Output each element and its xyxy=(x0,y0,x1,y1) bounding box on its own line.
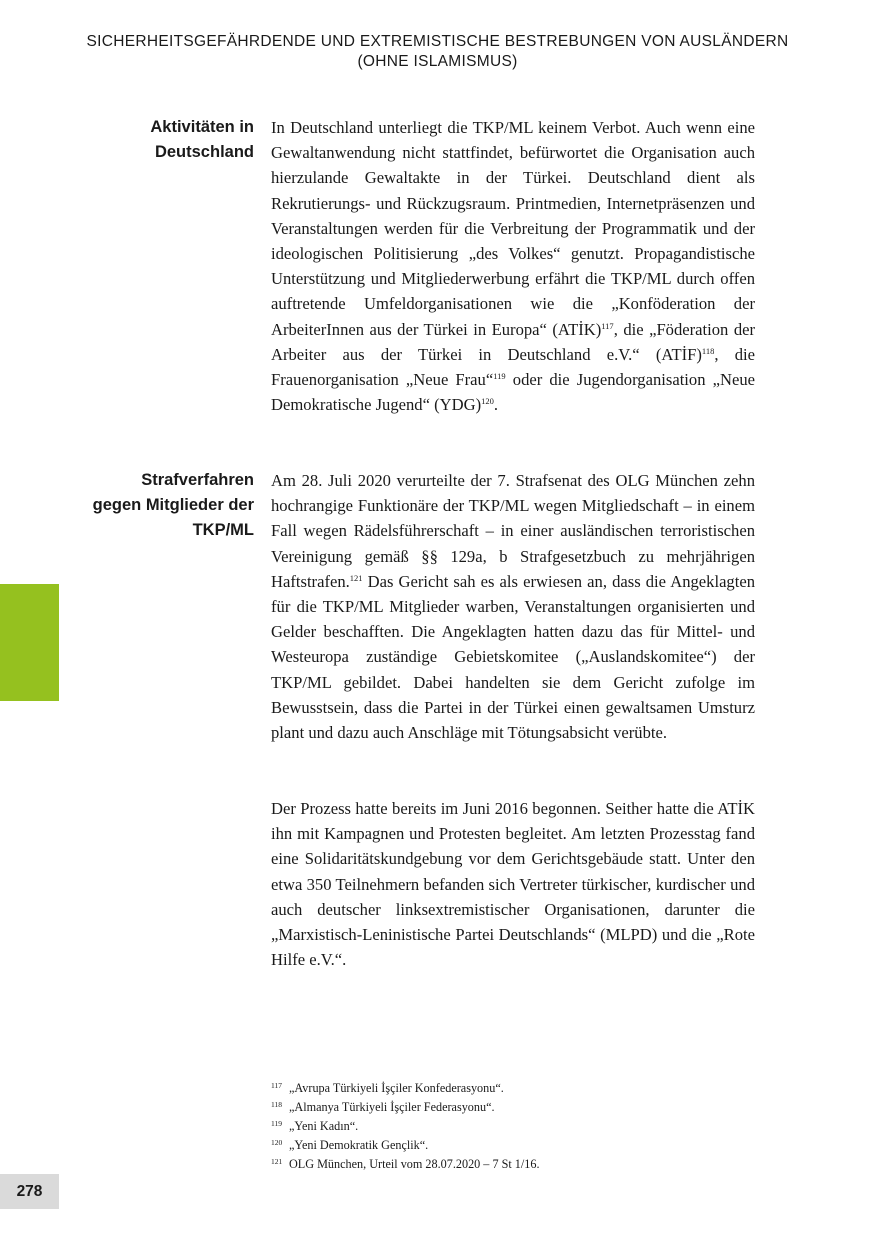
side-heading-line: Deutschland xyxy=(154,143,254,161)
page-number: 278 xyxy=(0,1174,59,1209)
text-run: . xyxy=(493,395,499,415)
footnote-ref[interactable]: 121 xyxy=(349,572,363,583)
side-heading-line: gegen Mitglieder der xyxy=(92,496,254,514)
running-header xyxy=(0,32,875,72)
running-header-line1: SICHERHEITSGEFÄHRDENDE UND EXTREMISTISCHE BESTREBUNGEN VON AUSLÄNDERN xyxy=(86,33,789,50)
footnote-ref[interactable]: 120 xyxy=(481,396,494,407)
footnote: $^{120}$ „Yeni Demokratik Gençlik“. xyxy=(271,1138,429,1152)
text-run: , die „Föderation der Arbeiter aus der Türkei in Deutschland e.V.“ (ATİF) xyxy=(271,319,756,364)
text-run: , die Frauenorganisation „Neue Frau“ xyxy=(271,344,755,390)
text-run: oder die Jugendorganisation „Neue Demokratische Jugend“ (YDG) xyxy=(271,370,756,415)
footnote-ref[interactable]: 119 xyxy=(493,371,506,382)
footnote-ref[interactable]: 118 xyxy=(701,345,715,356)
chapter-tab-marker xyxy=(0,584,59,701)
footnote-ref[interactable]: 117 xyxy=(601,320,614,331)
text-run: In Deutschland unterliegt die TKP/ML keinem Verbot. Auch wenn eine Gewaltanwendung nicht stattfindet, befürwortet die Organisation auch hierzulande Gewaltakte in der Türkei. Deutschland dient als Rekrutierungs- und Rückzugsraum. Printmedien, Internetpräsenzen und Veranstaltungen werden für die Verbreitung der Programmatik und der ideologischen Politisierung „des Volkes“ genutzt. Propagandistische Unterstützung und Mitgliederwerbung erfährt die TKP/ML durch offen auftretende Umfeldorganisationen wie die „Konföderation der ArbeiterInnen aus der Türkei in Europa“ (ATİK) xyxy=(271,118,755,339)
side-heading-line: Strafverfahren xyxy=(141,471,254,489)
footnote: $^{118}$ „Almanya Türkiyeli İşçiler Federasyonu“. xyxy=(271,1100,495,1114)
footnote: $^{119}$ „Yeni Kadın“. xyxy=(271,1119,359,1133)
paragraph-proceedings-1 xyxy=(271,468,755,745)
footnote: $^{121}$ OLG München, Urteil vom 28.07.2020 – 7 St 1/16. xyxy=(271,1157,540,1171)
footnote-text: „Yeni Kadın“. xyxy=(289,1119,359,1133)
paragraph-activities xyxy=(271,115,755,417)
side-heading-proceedings xyxy=(93,468,254,543)
side-heading-line: TKP/ML xyxy=(192,521,254,539)
side-heading-activities xyxy=(150,115,254,165)
footnote-text: OLG München, Urteil vom 28.07.2020 – 7 St 1/16. xyxy=(289,1157,540,1171)
footnotes xyxy=(271,1079,771,1174)
side-heading-line: Aktivitäten in xyxy=(150,118,254,136)
footnote-text: „Yeni Demokratik Gençlik“. xyxy=(289,1138,429,1152)
text-run: Am 28. Juli 2020 verurteilte der 7. Strafsenat des OLG München zehn hochrangige Funktionäre der TKP/ML wegen Mitgliedschaft – in einem Fall wegen Rädelsführerschaft – in einer ausländischen terroristischen Vereinigung gemäß §§ 129a, b Strafgesetzbuch zu mehrjährigen Haftstrafen. xyxy=(271,471,755,591)
paragraph-proceedings-2: Der Prozess hatte bereits im Juni 2016 begonnen. Seither hatte die ATİK ihn mit Kampagnen und Protesten begleitet. Am letzten Prozesstag fand eine Solidaritätskundgebung vor dem Gerichtsgebäude statt. Unter den etwa 350 Teilnehmern befanden sich Vertreter türkischer, kurdischer und auch deutscher linksextremistischer Organisationen, darunter die „Marxistisch-Leninistische Partei Deutschlands“ (MLPD) und die „Rote Hilfe e.V.“. xyxy=(271,799,755,970)
footnote: $^{117}$ „Avrupa Türkiyeli İşçiler Konfederasyonu“. xyxy=(271,1081,504,1095)
footnote-text: „Avrupa Türkiyeli İşçiler Konfederasyonu“. xyxy=(289,1081,504,1095)
footnote-text: „Almanya Türkiyeli İşçiler Federasyonu“. xyxy=(289,1100,495,1114)
text-run: Das Gericht sah es als erwiesen an, dass die Angeklagten für die TKP/ML Mitglieder warben, Veranstaltungen organisierten und Gelder beschafften. Die Angeklagten hatten dazu das für Mittel- und Westeuropa zuständige Gebietskomitee („Auslandskomitee“) der TKP/ML gebildet. Dabei handelten sie dem Gericht zufolge im Bewusstsein, dass die Partei in der Türkei einen gewaltsamen Umsturz plant und dazu auch Anschläge mit Tötungsabsicht verübte. xyxy=(271,571,755,743)
running-header-line2: (OHNE ISLAMISMUS) xyxy=(357,53,518,70)
